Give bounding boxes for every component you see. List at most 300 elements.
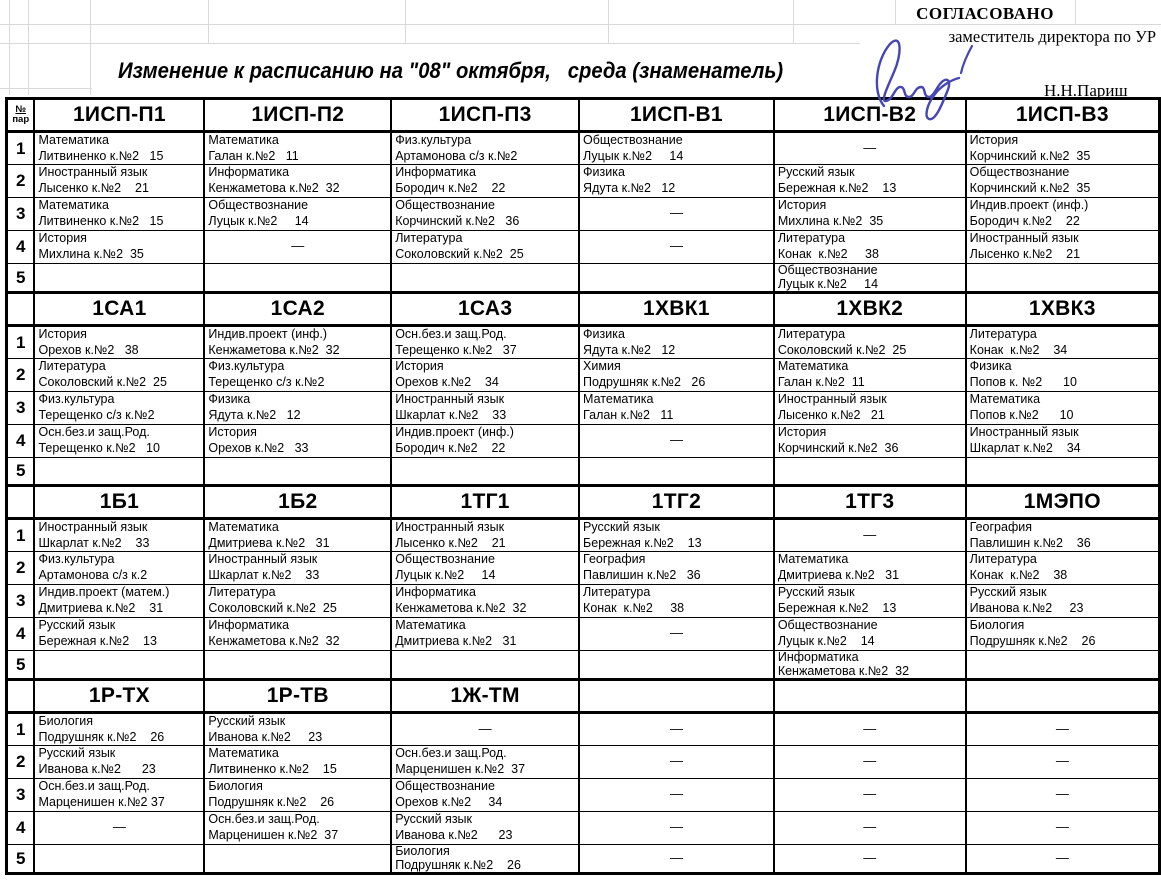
lesson-cell — [579, 165, 774, 198]
lesson-cell — [34, 425, 204, 458]
teacher-room-label: Дмитриева к.№2 31 — [38, 600, 164, 615]
num-col-header — [7, 486, 35, 519]
subject-label: Осн.без.и защ.Род. — [38, 425, 150, 439]
subject-label: Индив.проект (инф.) — [969, 198, 1089, 212]
row-number: 3 — [7, 392, 35, 425]
subject-label: Иностранный язык — [969, 231, 1079, 245]
lesson-cell — [204, 519, 391, 552]
lesson-cell — [34, 713, 204, 746]
lesson-cell — [579, 585, 774, 618]
subject-label: Осн.без.и защ.Род. — [395, 327, 507, 341]
subject-label: Обществознание — [583, 133, 683, 147]
lesson-cell — [774, 585, 966, 618]
dash-cell — [579, 618, 774, 651]
empty-dash: — — [863, 850, 877, 865]
lesson-cell — [391, 359, 579, 392]
lesson-cell — [579, 552, 774, 585]
num-col-label-line1: № — [15, 104, 27, 115]
table-row — [7, 713, 1160, 746]
row-number: 5 — [7, 264, 35, 293]
table-row — [7, 585, 1160, 618]
lesson-cell — [391, 812, 579, 845]
empty-dash: — — [1055, 786, 1069, 801]
lesson-cell — [774, 552, 966, 585]
lesson-cell — [966, 132, 1160, 165]
teacher-room-label: Бережная к.№2 13 — [38, 633, 157, 648]
teacher-room-label: Марценишен к.№2 37 — [208, 827, 339, 842]
approval-name: Н.Н.Париш — [1044, 81, 1128, 100]
empty-dash: — — [291, 238, 305, 253]
subject-label: Русский язык — [777, 165, 855, 179]
table-row — [7, 231, 1160, 264]
lesson-cell — [391, 231, 579, 264]
group-header: 1Р-ТВ — [204, 680, 391, 713]
teacher-room-label: Бородич к.№2 22 — [969, 213, 1080, 228]
lesson-cell — [204, 585, 391, 618]
subject-label: Математика — [777, 359, 849, 373]
teacher-room-label: Лысенко к.№2 21 — [777, 407, 885, 422]
teacher-room-label: Соколовский к.№2 25 — [777, 342, 907, 357]
teacher-room-label: Иванова к.№2 23 — [969, 600, 1084, 615]
empty-cell — [204, 264, 391, 293]
subject-label: Информатика — [208, 165, 290, 179]
grid-line — [9, 0, 10, 95]
num-col-label-line2: пар — [12, 114, 30, 125]
group-header-row — [7, 680, 1160, 713]
group-header: 1ТГ1 — [391, 486, 579, 519]
subject-label: Иностранный язык — [38, 520, 148, 534]
subject-label: Индив.проект (инф.) — [208, 327, 328, 341]
teacher-room-label: Конак к.№2 38 — [777, 246, 879, 261]
teacher-room-label: Галан к.№2 11 — [777, 374, 865, 389]
empty-cell — [391, 264, 579, 293]
dash-cell — [579, 713, 774, 746]
row-number: 4 — [7, 231, 35, 264]
empty-cell — [391, 458, 579, 486]
lesson-cell — [579, 326, 774, 359]
empty-cell — [579, 264, 774, 293]
teacher-room-label: Попов к.№2 10 — [969, 407, 1074, 422]
teacher-room-label: Марценишен к.№2 37 — [395, 761, 526, 776]
empty-dash: — — [669, 721, 683, 736]
empty-cell — [34, 845, 204, 874]
dash-cell — [34, 812, 204, 845]
group-header: 1ХВК1 — [579, 293, 774, 326]
dash-cell — [966, 845, 1160, 874]
subject-label: Литература — [38, 359, 106, 373]
schedule-table-wrap — [5, 97, 1161, 875]
teacher-room-label: Подрушняк к.№2 26 — [583, 374, 706, 389]
teacher-room-label: Артамонова с/з к.№2 — [395, 148, 518, 163]
dash-cell — [774, 779, 966, 812]
group-header: 1ИСП-П3 — [391, 99, 579, 132]
row-number: 2 — [7, 552, 35, 585]
table-row — [7, 519, 1160, 552]
teacher-room-label: Михлина к.№2 35 — [777, 213, 884, 228]
lesson-cell — [34, 326, 204, 359]
subject-label: Физ.культура — [38, 552, 115, 566]
subject-label: Биология — [208, 779, 263, 793]
lesson-cell — [204, 198, 391, 231]
row-number: 1 — [7, 519, 35, 552]
row-number: 2 — [7, 359, 35, 392]
empty-dash: — — [478, 721, 492, 736]
group-header: 1ХВК3 — [966, 293, 1160, 326]
subject-label: Математика — [38, 198, 109, 212]
teacher-room-label: Шкарлат к.№2 33 — [38, 535, 150, 550]
lesson-cell — [391, 585, 579, 618]
group-header: 1СА3 — [391, 293, 579, 326]
grid-line — [90, 0, 91, 95]
grid-line — [0, 43, 860, 44]
lesson-cell — [204, 779, 391, 812]
lesson-cell — [966, 359, 1160, 392]
empty-cell — [34, 264, 204, 293]
row-number: 5 — [7, 845, 35, 874]
lesson-cell — [391, 845, 579, 874]
subject-label: Физика — [969, 359, 1012, 373]
group-header: 1ТГ3 — [774, 486, 966, 519]
teacher-room-label: Луцык к.№2 14 — [208, 213, 309, 228]
teacher-room-label: Литвиненко к.№2 15 — [208, 761, 337, 776]
empty-cell — [34, 458, 204, 486]
empty-dash: — — [669, 625, 683, 640]
row-number: 5 — [7, 651, 35, 680]
group-header — [579, 680, 774, 713]
lesson-cell — [774, 165, 966, 198]
lesson-cell — [204, 746, 391, 779]
group-header: 1ТГ2 — [579, 486, 774, 519]
subject-label: Литература — [777, 327, 846, 341]
subject-label: Математика — [208, 133, 279, 147]
lesson-cell — [966, 425, 1160, 458]
group-header: 1Б2 — [204, 486, 391, 519]
lesson-cell — [391, 392, 579, 425]
teacher-room-label: Шкарлат к.№2 33 — [395, 407, 507, 422]
table-row — [7, 392, 1160, 425]
teacher-room-label: Дмитриева к.№2 31 — [777, 567, 900, 582]
grid-line — [28, 0, 29, 95]
empty-dash: — — [863, 721, 877, 736]
row-number: 3 — [7, 585, 35, 618]
teacher-room-label: Дмитриева к.№2 31 — [208, 535, 330, 550]
subject-label: Математика — [777, 552, 849, 566]
group-header: 1ХВК2 — [774, 293, 966, 326]
teacher-room-label: Галан к.№2 11 — [583, 407, 674, 422]
subject-label: Обществознание — [777, 263, 878, 277]
dash-cell — [579, 198, 774, 231]
table-row — [7, 425, 1160, 458]
empty-dash: — — [669, 753, 683, 768]
teacher-room-label: Павлишин к.№2 36 — [583, 567, 701, 582]
teacher-room-label: Луцык к.№2 14 — [395, 567, 496, 582]
teacher-room-label: Подрушняк к.№2 26 — [208, 794, 335, 809]
group-header: 1ИСП-П1 — [34, 99, 204, 132]
subject-label: Математика — [395, 618, 466, 632]
lesson-cell — [774, 651, 966, 680]
subject-label: Литература — [969, 552, 1037, 566]
table-row — [7, 165, 1160, 198]
table-row — [7, 552, 1160, 585]
subject-label: Обществознание — [395, 198, 495, 212]
subject-label: История — [777, 425, 827, 439]
dash-cell — [579, 779, 774, 812]
empty-cell — [966, 651, 1160, 680]
subject-label: Литература — [969, 327, 1037, 341]
subject-label: Обществознание — [777, 618, 878, 632]
group-header-row — [7, 486, 1160, 519]
subject-label: История — [395, 359, 444, 373]
grid-line — [208, 0, 209, 43]
lesson-cell — [391, 519, 579, 552]
subject-label: История — [969, 133, 1019, 147]
subject-label: Иностранный язык — [38, 165, 148, 179]
subject-label: Русский язык — [38, 746, 116, 760]
table-row — [7, 746, 1160, 779]
teacher-room-label: Корчинский к.№2 35 — [969, 180, 1091, 195]
row-number: 4 — [7, 425, 35, 458]
subject-label: История — [38, 327, 87, 341]
subject-label: Биология — [395, 844, 450, 858]
dash-cell — [774, 812, 966, 845]
teacher-room-label: Павлишин к.№2 36 — [969, 535, 1091, 550]
table-row — [7, 651, 1160, 680]
lesson-cell — [204, 713, 391, 746]
lesson-cell — [204, 552, 391, 585]
lesson-cell — [204, 132, 391, 165]
subject-label: Математика — [208, 746, 279, 760]
subject-label: Биология — [38, 714, 94, 728]
empty-dash: — — [669, 850, 683, 865]
lesson-cell — [391, 132, 579, 165]
empty-cell — [204, 651, 391, 680]
row-number: 1 — [7, 326, 35, 359]
empty-dash: — — [863, 527, 877, 542]
dash-cell — [774, 519, 966, 552]
group-header: 1Б1 — [34, 486, 204, 519]
table-row — [7, 132, 1160, 165]
lesson-cell — [774, 359, 966, 392]
empty-dash: — — [1055, 819, 1069, 834]
teacher-room-label: Корчинский к.№2 35 — [969, 148, 1091, 163]
lesson-cell — [34, 618, 204, 651]
teacher-room-label: Терещенко с/з к.№2 — [208, 374, 325, 389]
teacher-room-label: Корчинский к.№2 36 — [395, 213, 520, 228]
teacher-room-label: Артамонова с/з к.2 — [38, 567, 148, 582]
subject-label: Осн.без.и защ.Род. — [395, 746, 507, 760]
table-row — [7, 359, 1160, 392]
subject-label: Индив.проект (инф.) — [395, 425, 514, 439]
teacher-room-label: Терещенко с/з к.№2 — [38, 407, 155, 422]
lesson-cell — [966, 618, 1160, 651]
empty-dash: — — [669, 238, 683, 253]
lesson-cell — [579, 519, 774, 552]
subject-label: Русский язык — [777, 585, 855, 599]
schedule-table — [5, 97, 1161, 875]
lesson-cell — [966, 552, 1160, 585]
grid-line — [405, 0, 406, 43]
teacher-room-label: Корчинский к.№2 36 — [777, 440, 899, 455]
group-header: 1СА2 — [204, 293, 391, 326]
subject-label: Обществознание — [395, 779, 495, 793]
subject-label: Информатика — [395, 585, 476, 599]
teacher-room-label: Соколовский к.№2 25 — [38, 374, 167, 389]
subject-label: Иностранный язык — [395, 392, 505, 406]
teacher-room-label: Бережная к.№2 13 — [777, 600, 897, 615]
subject-label: Осн.без.и защ.Род. — [208, 812, 320, 826]
subject-label: Физика — [208, 392, 251, 406]
teacher-room-label: Бережная к.№2 13 — [583, 535, 702, 550]
subject-label: Русский язык — [208, 714, 286, 728]
lesson-cell — [579, 392, 774, 425]
lesson-cell — [34, 359, 204, 392]
teacher-room-label: Лысенко к.№2 21 — [38, 180, 149, 195]
table-row — [7, 812, 1160, 845]
subject-label: Математика — [583, 392, 654, 406]
group-header: 1СА1 — [34, 293, 204, 326]
group-header — [966, 680, 1160, 713]
subject-label: Химия — [583, 359, 621, 373]
empty-dash: — — [863, 786, 877, 801]
empty-dash: — — [669, 205, 683, 220]
lesson-cell — [34, 392, 204, 425]
lesson-cell — [391, 425, 579, 458]
dash-cell — [966, 779, 1160, 812]
subject-label: Обществознание — [969, 165, 1070, 179]
teacher-room-label: Конак к.№2 38 — [969, 567, 1068, 582]
teacher-room-label: Шкарлат к.№2 33 — [208, 567, 320, 582]
dash-cell — [204, 231, 391, 264]
dash-cell — [579, 425, 774, 458]
row-number: 1 — [7, 132, 35, 165]
teacher-room-label: Лысенко к.№2 21 — [395, 535, 506, 550]
dash-cell — [774, 746, 966, 779]
subject-label: Иностранный язык — [777, 392, 887, 406]
subject-label: Осн.без.и защ.Род. — [38, 779, 150, 793]
row-number: 4 — [7, 812, 35, 845]
teacher-room-label: Кенжаметова к.№2 32 — [208, 633, 340, 648]
group-header: 1ИСП-П2 — [204, 99, 391, 132]
subject-label: Физ.культура — [208, 359, 285, 373]
group-header: 1ИСП-В3 — [966, 99, 1160, 132]
subject-label: Иностранный язык — [395, 520, 505, 534]
lesson-cell — [966, 519, 1160, 552]
row-number: 4 — [7, 618, 35, 651]
teacher-room-label: Луцык к.№2 14 — [583, 148, 684, 163]
teacher-room-label: Орехов к.№2 34 — [395, 794, 503, 809]
empty-cell — [204, 845, 391, 874]
teacher-room-label: Литвиненко к.№2 15 — [38, 213, 164, 228]
teacher-room-label: Иванова к.№2 23 — [208, 729, 323, 744]
grid-line — [793, 0, 794, 43]
teacher-room-label: Конак к.№2 38 — [583, 600, 685, 615]
teacher-room-label: Бородич к.№2 22 — [395, 180, 506, 195]
teacher-room-label: Соколовский к.№2 25 — [395, 246, 524, 261]
table-row — [7, 198, 1160, 231]
lesson-cell — [204, 812, 391, 845]
empty-dash: — — [1055, 850, 1069, 865]
row-number: 2 — [7, 746, 35, 779]
teacher-room-label: Иванова к.№2 23 — [38, 761, 156, 776]
empty-cell — [204, 458, 391, 486]
teacher-room-label: Подрушняк к.№2 26 — [395, 857, 521, 872]
subject-label: Русский язык — [583, 520, 660, 534]
subject-label: Литература — [208, 585, 276, 599]
subject-label: Иностранный язык — [969, 425, 1079, 439]
lesson-cell — [966, 165, 1160, 198]
lesson-cell — [204, 165, 391, 198]
empty-dash: — — [1055, 721, 1069, 736]
lesson-cell — [579, 132, 774, 165]
subject-label: Математика — [969, 392, 1041, 406]
lesson-cell — [391, 165, 579, 198]
dash-cell — [966, 713, 1160, 746]
page-title: Изменение к расписанию на "08" октября, среда (знаменатель) — [118, 58, 784, 83]
dash-cell — [774, 845, 966, 874]
group-header: 1ИСП-В2 — [774, 99, 966, 132]
subject-label: Индив.проект (матем.) — [38, 585, 170, 599]
group-header: 1ИСП-В1 — [579, 99, 774, 132]
table-row — [7, 779, 1160, 812]
subject-label: География — [583, 552, 646, 566]
approval-title: СОГЛАСОВАНО — [916, 4, 1054, 23]
table-row — [7, 458, 1160, 486]
subject-label: История — [38, 231, 87, 245]
approval-block — [858, 4, 1158, 101]
subject-label: Физ.культура — [395, 133, 472, 147]
lesson-cell — [966, 231, 1160, 264]
teacher-room-label: Галан к.№2 11 — [208, 148, 299, 163]
lesson-cell — [774, 326, 966, 359]
dash-cell — [774, 132, 966, 165]
lesson-cell — [966, 198, 1160, 231]
lesson-cell — [966, 392, 1160, 425]
table-row — [7, 326, 1160, 359]
empty-dash: — — [112, 819, 126, 834]
subject-label: Литература — [777, 231, 846, 245]
lesson-cell — [34, 552, 204, 585]
lesson-cell — [966, 585, 1160, 618]
teacher-room-label: Попов к. №2 10 — [969, 374, 1077, 389]
lesson-cell — [391, 326, 579, 359]
row-number: 3 — [7, 779, 35, 812]
lesson-cell — [774, 618, 966, 651]
table-row — [7, 618, 1160, 651]
dash-cell — [579, 231, 774, 264]
table-row — [7, 264, 1160, 293]
dash-cell — [579, 746, 774, 779]
empty-dash: — — [669, 432, 683, 447]
lesson-cell — [774, 392, 966, 425]
row-number: 2 — [7, 165, 35, 198]
lesson-cell — [774, 264, 966, 293]
teacher-room-label: Орехов к.№2 34 — [395, 374, 499, 389]
teacher-room-label: Кенжаметова к.№2 32 — [208, 180, 340, 195]
empty-dash: — — [863, 140, 877, 155]
dash-cell — [966, 812, 1160, 845]
lesson-cell — [391, 198, 579, 231]
approval-role: заместитель директора по УР — [948, 27, 1156, 46]
subject-label: Русский язык — [395, 812, 473, 826]
lesson-cell — [774, 198, 966, 231]
lesson-cell — [34, 132, 204, 165]
teacher-room-label: Ядута к.№2 12 — [208, 407, 301, 422]
table-row — [7, 845, 1160, 874]
lesson-cell — [774, 425, 966, 458]
lesson-cell — [966, 326, 1160, 359]
lesson-cell — [34, 198, 204, 231]
group-header-row — [7, 293, 1160, 326]
